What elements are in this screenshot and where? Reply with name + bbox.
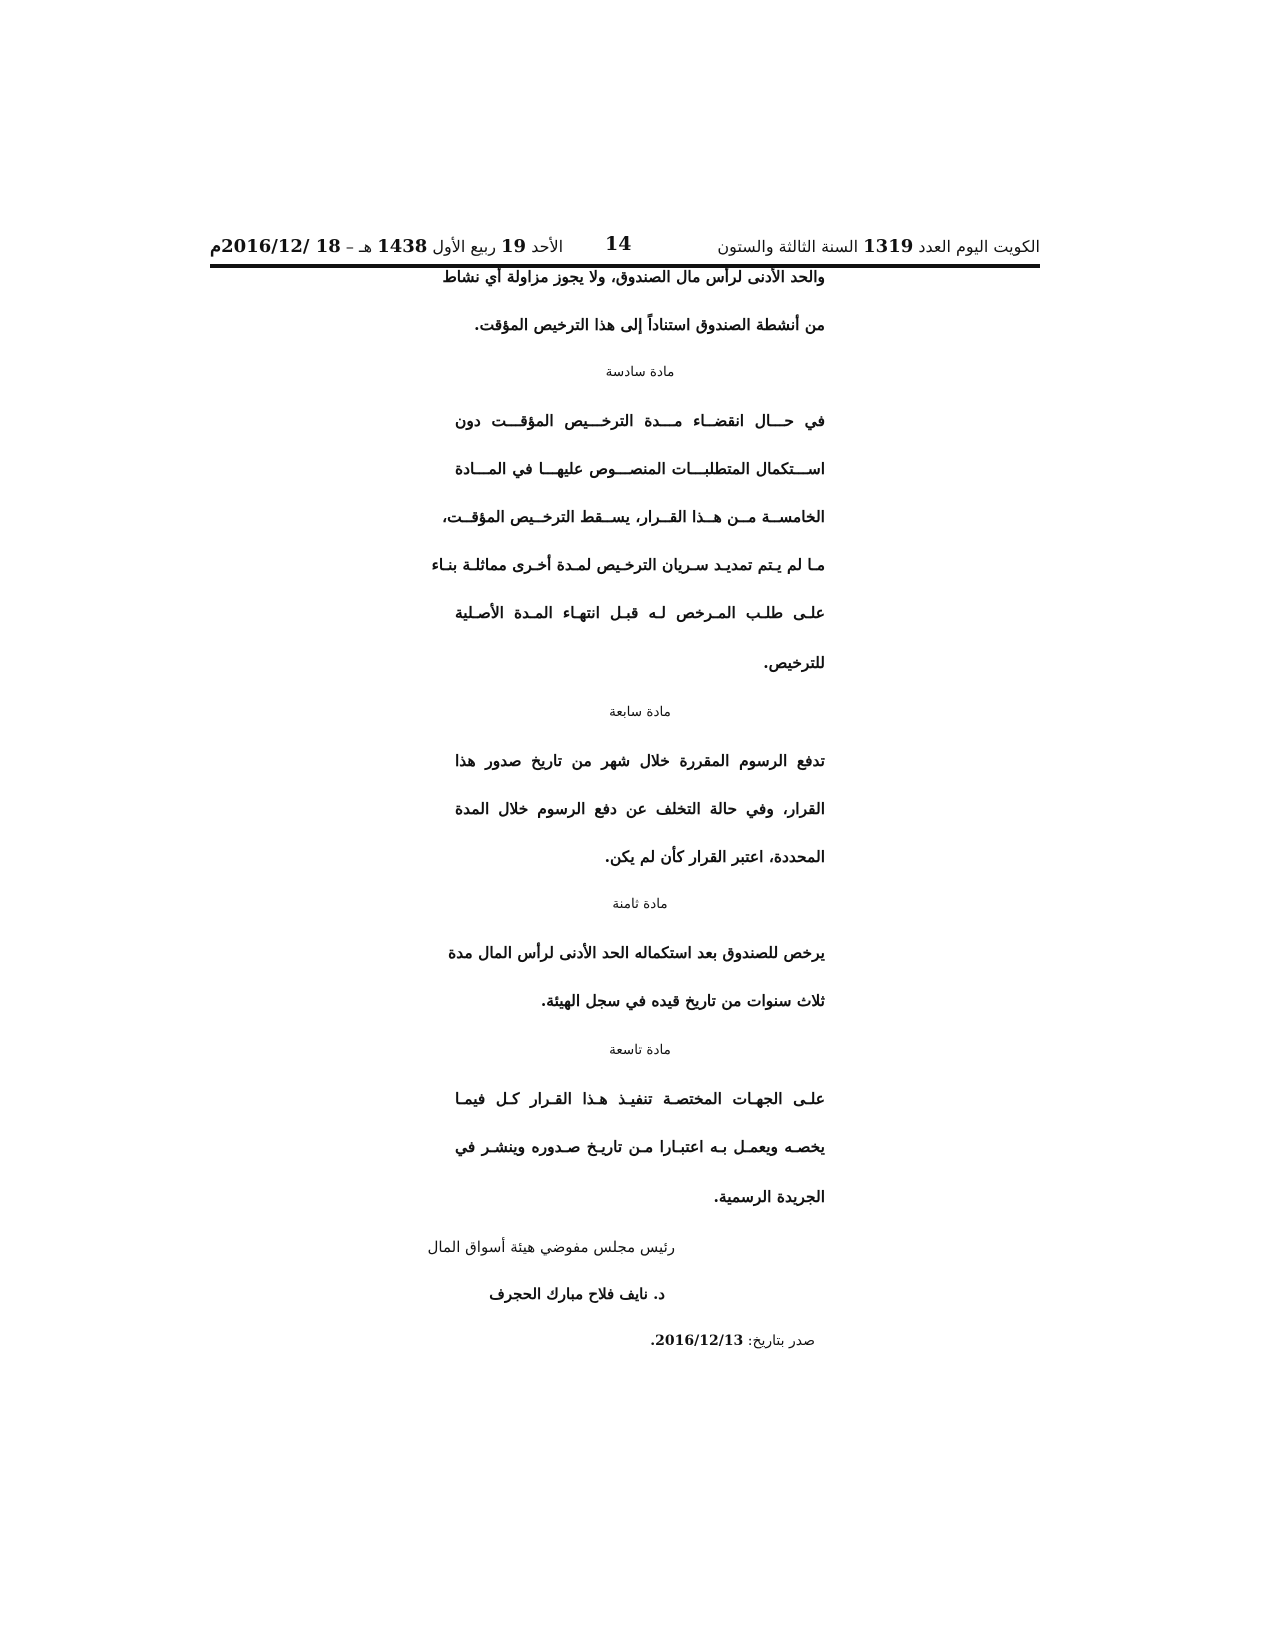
article-6-line-5: علـى طلـب المـرخص لـه قبـل انتهـاء المـدة الأصـلية	[455, 603, 825, 622]
header-hijri-suffix: هـ –	[345, 237, 373, 256]
intro-line-1: والحد الأدنى لرأس مال الصندوق، ولا يجوز مزاولة أي نشاط	[442, 267, 825, 286]
header-hijri-month: ربيع الأول	[432, 237, 496, 256]
header-issue-number: 1319	[863, 236, 914, 257]
article-6-line-6: للترخيص.	[763, 653, 825, 672]
article-9-title: مادة تاسعة	[609, 1042, 671, 1058]
article-6-line-2: اســـتكمال المتطلبـــات المنصـــوص عليهـــا في المـــادة	[455, 459, 825, 478]
article-6-line-3: الخامســة مــن هــذا القــرار، يســقط الترخــيص المؤقــت،	[442, 507, 825, 526]
article-6-line-1: في حـــال انقضــاء مـــدة الترخـــيص المؤقـــت دون	[455, 411, 825, 430]
signatory-name: د. نايف فلاح مبارك الحجرف	[489, 1285, 665, 1303]
article-8-line-2: ثلاث سنوات من تاريخ قيده في سجل الهيئة.	[540, 991, 825, 1010]
document-body	[431, 0, 825, 1650]
issued-date: 2016/12/13.	[650, 1333, 744, 1349]
header-day: الأحد	[531, 237, 564, 256]
article-7-line-1: تدفع الرسوم المقررة خلال شهر من تاريخ صدور هذا	[455, 751, 825, 770]
article-9-line-2: يخصـه ويعمـل بـه اعتبـارا مـن تاريـخ صـدوره وينشـر في	[455, 1137, 825, 1156]
article-9-line-3: الجريدة الرسمية.	[713, 1187, 825, 1206]
issued-label: صدر بتاريخ:	[747, 1333, 815, 1349]
header-title: الكويت اليوم العدد	[918, 237, 1040, 256]
article-7-title: مادة سابعة	[609, 704, 671, 720]
page-number: 14	[605, 233, 632, 255]
article-8-title: مادة ثامنة	[612, 896, 668, 912]
article-6-line-4: مـا لم يـتم تمديـد سـريان الترخـيص لمـدة أخـرى مماثلـة بنـاء	[431, 555, 825, 574]
header-hijri-day: 19	[501, 236, 527, 257]
article-6-title: مادة سادسة	[605, 364, 675, 380]
header-gregorian-date: 18 /2016/12م	[210, 236, 341, 257]
intro-line-2: من أنشطة الصندوق استناداً إلى هذا الترخيص المؤقت.	[474, 315, 825, 334]
signatory-role: رئيس مجلس مفوضي هيئة أسواق المال	[427, 1238, 675, 1256]
article-7-line-3: المحددة، اعتبر القرار كأن لم يكن.	[604, 847, 825, 866]
article-9-line-1: علـى الجهـات المختصـة تنفيـذ هـذا القـرار كـل فيمـا	[455, 1089, 825, 1108]
article-8-line-1: يرخص للصندوق بعد استكماله الحد الأدنى لرأس المال مدة	[448, 943, 825, 962]
article-7-line-2: القرار، وفي حالة التخلف عن دفع الرسوم خلال المدة	[455, 799, 825, 818]
header-hijri-year: 1438	[377, 236, 428, 257]
issue-date-line	[650, 1330, 815, 1352]
header-year: السنة الثالثة والستون	[717, 237, 859, 256]
